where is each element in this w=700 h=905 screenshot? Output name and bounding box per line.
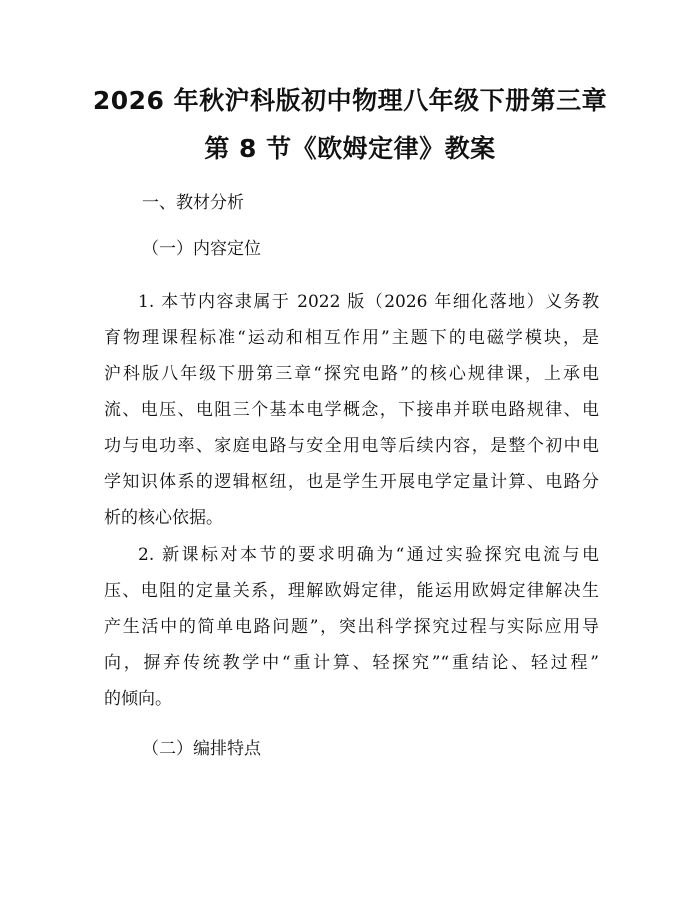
subsection-heading-content-positioning: （一）内容定位 <box>142 239 261 259</box>
paragraph-line: 析的核心依据。 <box>104 508 223 528</box>
paragraph-line: 压、电阻的定量关系，理解欧姆定律，能运用欧姆定律解决生 <box>104 581 599 601</box>
subsection-heading-layout-features: （二）编排特点 <box>142 739 261 759</box>
paragraph-line: 2. 新课标对本节的要求明确为“通过实验探究电流与电 <box>138 545 599 565</box>
paragraph-line: 育物理课程标准“运动和相互作用”主题下的电磁学模块，是 <box>104 328 599 348</box>
paragraph-line: 沪科版八年级下册第三章“探究电路”的核心规律课，上承电 <box>104 364 599 384</box>
paragraph-line: 产生活中的简单电路问题”，突出科学探究过程与实际应用导 <box>104 617 599 637</box>
paragraph-content-positioning-2 <box>104 537 599 717</box>
paragraph-line: 向，摒弃传统教学中“重计算、轻探究”“重结论、轻过程” <box>104 653 599 673</box>
paragraph-line: 功与电功率、家庭电路与安全用电等后续内容，是整个初中电 <box>104 436 599 456</box>
paragraph-line: 1. 本节内容隶属于 2022 版（2026 年细化落地）义务教 <box>138 292 599 312</box>
paragraph-content-positioning-1 <box>104 284 599 536</box>
document-title-line-1: 2026 年秋沪科版初中物理八年级下册第三章 <box>92 86 608 115</box>
paragraph-line: 学知识体系的逻辑枢纽，也是学生开展电学定量计算、电路分 <box>104 472 599 492</box>
paragraph-line: 流、电压、电阻三个基本电学概念，下接串并联电路规律、电 <box>104 400 599 420</box>
paragraph-line: 的倾向。 <box>104 689 172 709</box>
section-heading-teaching-material-analysis: 一、教材分析 <box>142 193 244 213</box>
document-title-line-2: 第 8 节《欧姆定律》教案 <box>204 134 496 163</box>
